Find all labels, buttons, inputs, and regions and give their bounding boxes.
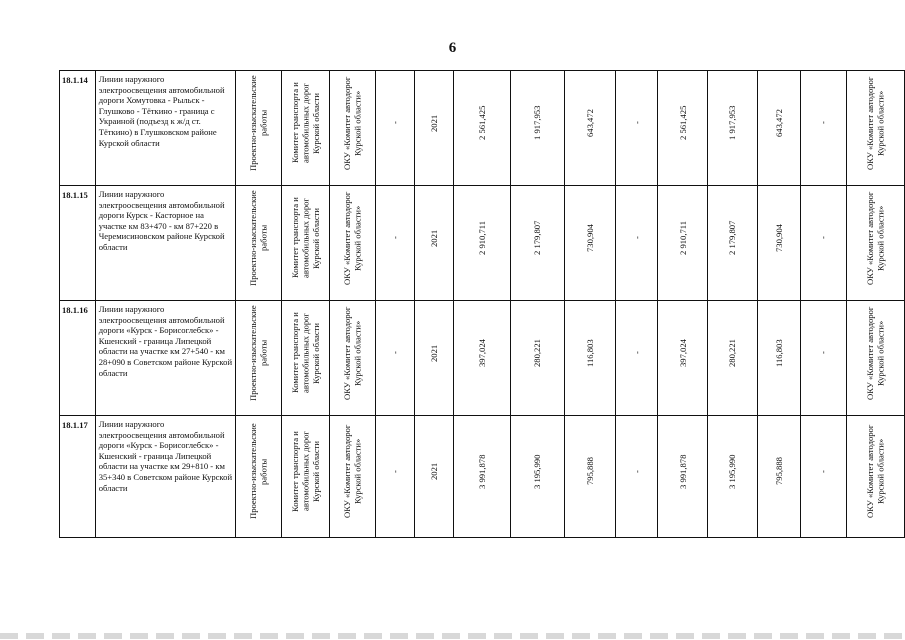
- page-number: 6: [448, 40, 457, 56]
- value-cell-3: [708, 301, 758, 416]
- value-cell-3: [708, 71, 758, 186]
- total-cell: [453, 186, 510, 301]
- customer-cell: [282, 186, 330, 301]
- year: 2021: [428, 229, 439, 247]
- dash-value: -: [389, 351, 400, 355]
- executor-cell: [330, 71, 376, 186]
- executor: ОКУ «Комитет автодорог Курской области»: [342, 424, 363, 519]
- empty-cell-3: [801, 71, 847, 186]
- dash-value: -: [818, 470, 829, 473]
- executor-cell-2: [847, 416, 905, 538]
- dash-value: -: [389, 470, 400, 473]
- empty-cell-1: [376, 416, 415, 538]
- value-1: 1 917,953: [532, 105, 543, 141]
- dash-value: -: [818, 236, 829, 240]
- empty-cell-1: [376, 301, 415, 416]
- object-name: Линии наружного электроосвещения автомобильной дороги «Курск - Борисоглебск» - Кшенский - граница Липецкой области на участке км 29+810 - км 35+340 в Советском районе Курской области: [95, 416, 235, 538]
- total-value-2: 3 991,878: [677, 454, 688, 489]
- total-value-2: 2 561,425: [677, 105, 688, 141]
- customer-cell: [282, 71, 330, 186]
- value-cell-1: [511, 186, 565, 301]
- empty-cell-3: [801, 301, 847, 416]
- value-cell-2: [564, 186, 616, 301]
- dash-value: -: [631, 236, 642, 240]
- value-cell-1: [511, 416, 565, 538]
- executor-cell-2: [847, 301, 905, 416]
- value-cell-2: [564, 301, 616, 416]
- total-cell-2: [658, 71, 708, 186]
- object-name: Линии наружного электроосвещения автомобильной дороги Курск - Касторное на участке км 83+470 - км 87+220 в Черемисиновском районе Курской области: [95, 186, 235, 301]
- total-value-2: 397,024: [677, 339, 688, 367]
- value-cell-4: [757, 416, 800, 538]
- total-cell-2: [658, 186, 708, 301]
- total-cell-2: [658, 416, 708, 538]
- total-cell: [453, 71, 510, 186]
- work-type-cell: [235, 416, 282, 538]
- value-3: 3 195,990: [727, 454, 738, 489]
- total-value: 2 561,425: [476, 105, 487, 141]
- table-row: [60, 186, 905, 301]
- executor-2: ОКУ «Комитет автодорог Курской области»: [865, 306, 886, 400]
- total-cell: [453, 416, 510, 538]
- empty-cell-1: [376, 71, 415, 186]
- value-cell-1: [511, 71, 565, 186]
- object-name: Линии наружного электроосвещения автомобильной дороги «Курск - Борисоглебск» - Кшенский - граница Липецкой области на участке км 27+540 - км 28+090 в Советском районе Курской области: [95, 301, 235, 416]
- value-4: 730,904: [773, 224, 784, 252]
- row-number: 18.1.14: [60, 71, 96, 186]
- year-cell: [415, 301, 453, 416]
- row-number: 18.1.15: [60, 186, 96, 301]
- work-type-cell: [235, 186, 282, 301]
- value-4: 643,472: [773, 109, 784, 137]
- dash-value: -: [818, 351, 829, 355]
- total-value: 2 910,711: [476, 220, 487, 256]
- table-row: [60, 71, 905, 186]
- executor: ОКУ «Комитет автодорог Курской области»: [342, 76, 363, 170]
- total-value: 397,024: [476, 339, 487, 367]
- executor-cell: [330, 301, 376, 416]
- value-2: 730,904: [584, 224, 595, 252]
- empty-cell-1: [376, 186, 415, 301]
- object-name: Линии наружного электроосвещения автомобильной дороги Хомутовка - Рыльск - Глушково - Тёткино - граница с Украиной (подъезд к ж/д ст. Тёткино) в Глушковском районе Курской области: [95, 71, 235, 186]
- scan-artifact: [0, 633, 905, 639]
- year: 2021: [428, 344, 439, 362]
- work-type: Проектно-изыскательские работы: [248, 305, 269, 401]
- dash-value: -: [389, 236, 400, 240]
- empty-cell-2: [616, 416, 658, 538]
- executor-cell-2: [847, 71, 905, 186]
- work-type: Проектно-изыскательские работы: [248, 423, 269, 520]
- work-type: Проектно-изыскательские работы: [248, 75, 269, 171]
- executor-cell-2: [847, 186, 905, 301]
- empty-cell-2: [616, 186, 658, 301]
- table-row: [60, 416, 905, 538]
- document-table: [59, 70, 905, 538]
- total-cell-2: [658, 301, 708, 416]
- work-type: Проектно-изыскательские работы: [248, 190, 269, 286]
- table-row: [60, 301, 905, 416]
- customer-cell: [282, 416, 330, 538]
- year: 2021: [428, 462, 439, 481]
- empty-cell-2: [616, 301, 658, 416]
- empty-cell-3: [801, 186, 847, 301]
- year-cell: [415, 186, 453, 301]
- value-cell-3: [708, 416, 758, 538]
- customer: Комитет транспорта и автомобильных дорог Курской области: [290, 431, 322, 512]
- value-cell-4: [757, 186, 800, 301]
- value-1: 3 195,990: [532, 454, 543, 489]
- executor-cell: [330, 416, 376, 538]
- dash-value: -: [631, 121, 642, 125]
- value-3: 2 179,807: [727, 220, 738, 256]
- total-value: 3 991,878: [476, 454, 487, 489]
- value-4: 795,888: [773, 457, 784, 486]
- row-number: 18.1.16: [60, 301, 96, 416]
- work-type-cell: [235, 71, 282, 186]
- customer: Комитет транспорта и автомобильных дорог Курской области: [290, 197, 322, 279]
- year-cell: [415, 416, 453, 538]
- total-value-2: 2 910,711: [677, 220, 688, 256]
- customer-cell: [282, 301, 330, 416]
- year-cell: [415, 71, 453, 186]
- value-cell-4: [757, 71, 800, 186]
- value-1: 280,221: [532, 339, 543, 367]
- value-2: 643,472: [584, 109, 595, 137]
- executor-2: ОКУ «Комитет автодорог Курской области»: [865, 191, 886, 285]
- value-cell-4: [757, 301, 800, 416]
- year: 2021: [428, 114, 439, 132]
- executor-2: ОКУ «Комитет автодорог Курской области»: [865, 76, 886, 170]
- executor: ОКУ «Комитет автодорог Курской области»: [342, 306, 363, 400]
- row-number: 18.1.17: [60, 416, 96, 538]
- empty-cell-3: [801, 416, 847, 538]
- value-cell-3: [708, 186, 758, 301]
- value-2: 116,803: [584, 339, 595, 367]
- dash-value: -: [631, 470, 642, 473]
- dash-value: -: [818, 121, 829, 125]
- executor-cell: [330, 186, 376, 301]
- customer: Комитет транспорта и автомобильных дорог Курской области: [290, 82, 322, 164]
- value-cell-2: [564, 71, 616, 186]
- value-1: 2 179,807: [532, 220, 543, 256]
- value-3: 280,221: [727, 339, 738, 367]
- value-2: 795,888: [584, 457, 595, 486]
- total-cell: [453, 301, 510, 416]
- value-4: 116,803: [773, 339, 784, 367]
- value-3: 1 917,953: [727, 105, 738, 141]
- executor: ОКУ «Комитет автодорог Курской области»: [342, 191, 363, 285]
- empty-cell-2: [616, 71, 658, 186]
- work-type-cell: [235, 301, 282, 416]
- customer: Комитет транспорта и автомобильных дорог Курской области: [290, 312, 322, 394]
- dash-value: -: [389, 121, 400, 125]
- executor-2: ОКУ «Комитет автодорог Курской области»: [865, 424, 886, 519]
- dash-value: -: [631, 351, 642, 355]
- value-cell-2: [564, 416, 616, 538]
- value-cell-1: [511, 301, 565, 416]
